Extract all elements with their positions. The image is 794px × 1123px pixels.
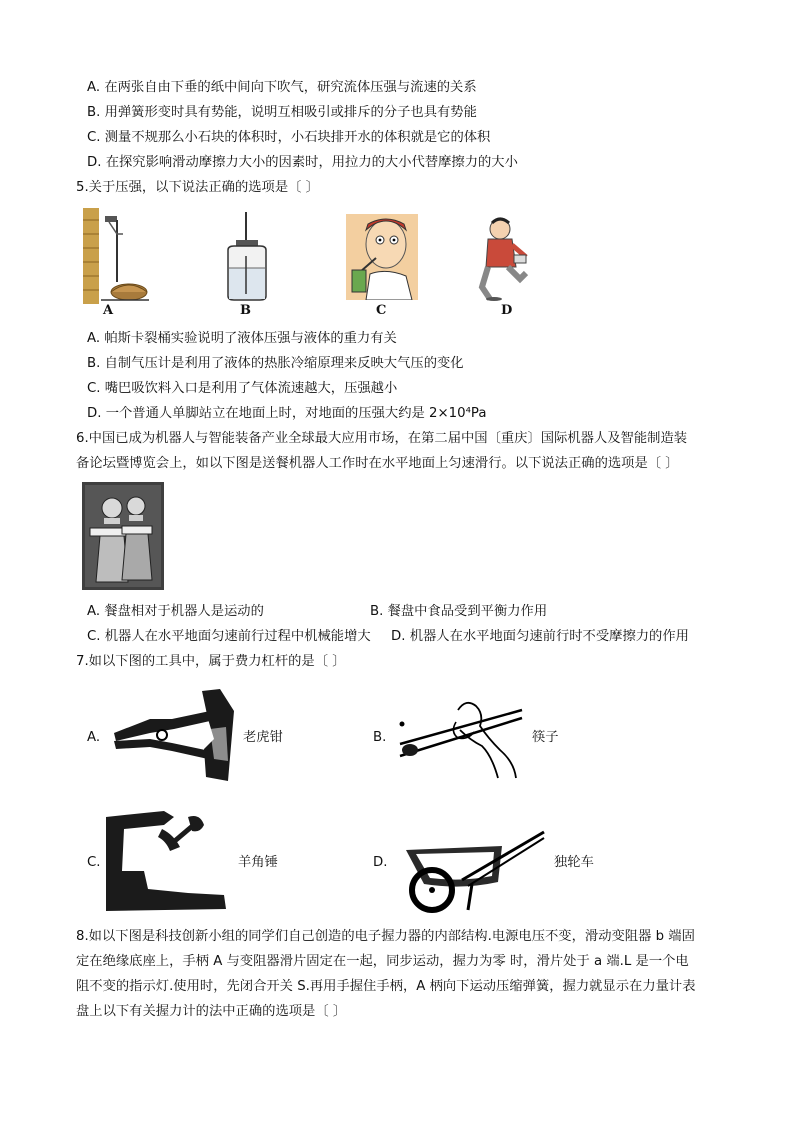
barometer-figure (224, 212, 270, 302)
q5-option-c: C. 嘴巴吸饮料入口是利用了气体流速越大，压强越小 (87, 381, 398, 396)
q6-stem-line-1: 6.中国已成为机器人与智能装备产业全球最大应用市场，在第二届中国〔重庆〕国际机器人及智能制造装 (76, 431, 688, 446)
q4-option-d: D. 在探究影响滑动摩擦力大小的因素时，用拉力的大小代替摩擦力的大小 (87, 155, 518, 170)
q4-option-c: C. 测量不规那么小石块的体积时，小石块排开水的体积就是它的体积 (87, 130, 491, 145)
q7-name-b: 筷子 (532, 730, 559, 745)
q4-option-a: A. 在两张自由下垂的纸中间向下吹气，研究流体压强与流速的关系 (87, 80, 477, 95)
q6-option-c: C. 机器人在水平地面匀速前行过程中机械能增大 (87, 629, 371, 644)
q7-name-d: 独轮车 (554, 855, 594, 870)
q8-line-3: 阻不变的指示灯.使用时，先闭合开关 S.再用手握住手柄，A 柄向下运动压缩弹簧，握力就显示在力量计表 (76, 979, 696, 994)
q8-line-1: 8.如以下图是科技创新小组的同学们自己创造的电子握力器的内部结构.电源电压不变，滑动变阻器 b 端固 (76, 929, 695, 944)
q5-option-a: A. 帕斯卡裂桶实验说明了液体压强与液体的重力有关 (87, 331, 397, 346)
q6-option-a: A. 餐盘相对于机器人是运动的 (87, 604, 264, 619)
q5-stem: 5.关于压强，以下说法正确的选项是〔 〕 (76, 180, 319, 195)
q5-option-d: D. 一个普通人单脚站立在地面上时，对地面的压强大约是 2×10⁴Pa (87, 406, 487, 421)
q8-line-2: 定在绝缘底座上，手柄 A 与变阻器滑片固定在一起，同步运动，握力为零 时，滑片处于 a 端.L 是一个电 (76, 954, 689, 969)
claw-hammer-figure (104, 811, 228, 911)
q7-letter-b: B. (373, 730, 387, 745)
drinking-straw-figure (346, 214, 418, 300)
q6-option-b: B. 餐盘中食品受到平衡力作用 (370, 604, 548, 619)
q5-option-b: B. 自制气压计是利用了液体的热胀冷缩原理来反映大气压的变化 (87, 356, 464, 371)
q6-stem-line-2: 备论坛暨博览会上，如以下图是送餐机器人工作时在水平地面上匀速滑行。以下说法正确的选项是〔 〕 (76, 456, 679, 471)
q7-stem: 7.如以下图的工具中，属于费力杠杆的是〔 〕 (76, 654, 346, 669)
figure-label-d: D (501, 303, 513, 318)
q6-option-d: D. 机器人在水平地面匀速前行时不受摩擦力的作用 (391, 629, 689, 644)
q8-line-4: 盘上以下有关握力计的法中正确的选项是〔 〕 (76, 1004, 347, 1019)
q7-name-a: 老虎钳 (243, 730, 283, 745)
q7-letter-d: D. (373, 855, 388, 870)
q4-option-b: B. 用弹簧形变时具有势能，说明互相吸引或排斥的分子也具有势能 (87, 105, 477, 120)
pliers-figure (110, 689, 236, 781)
q7-name-c: 羊角锤 (238, 855, 278, 870)
pascal-barrel-figure (83, 208, 149, 304)
figure-label-a: A (103, 303, 114, 318)
figure-label-c: C (376, 303, 387, 318)
q7-letter-a: A. (87, 730, 101, 745)
figure-label-b: B (240, 303, 251, 318)
wheelbarrow-figure (402, 824, 548, 914)
q7-letter-c: C. (87, 855, 101, 870)
chopsticks-figure (396, 700, 526, 780)
one-foot-figure (476, 217, 534, 301)
serving-robot-photo (82, 482, 164, 590)
